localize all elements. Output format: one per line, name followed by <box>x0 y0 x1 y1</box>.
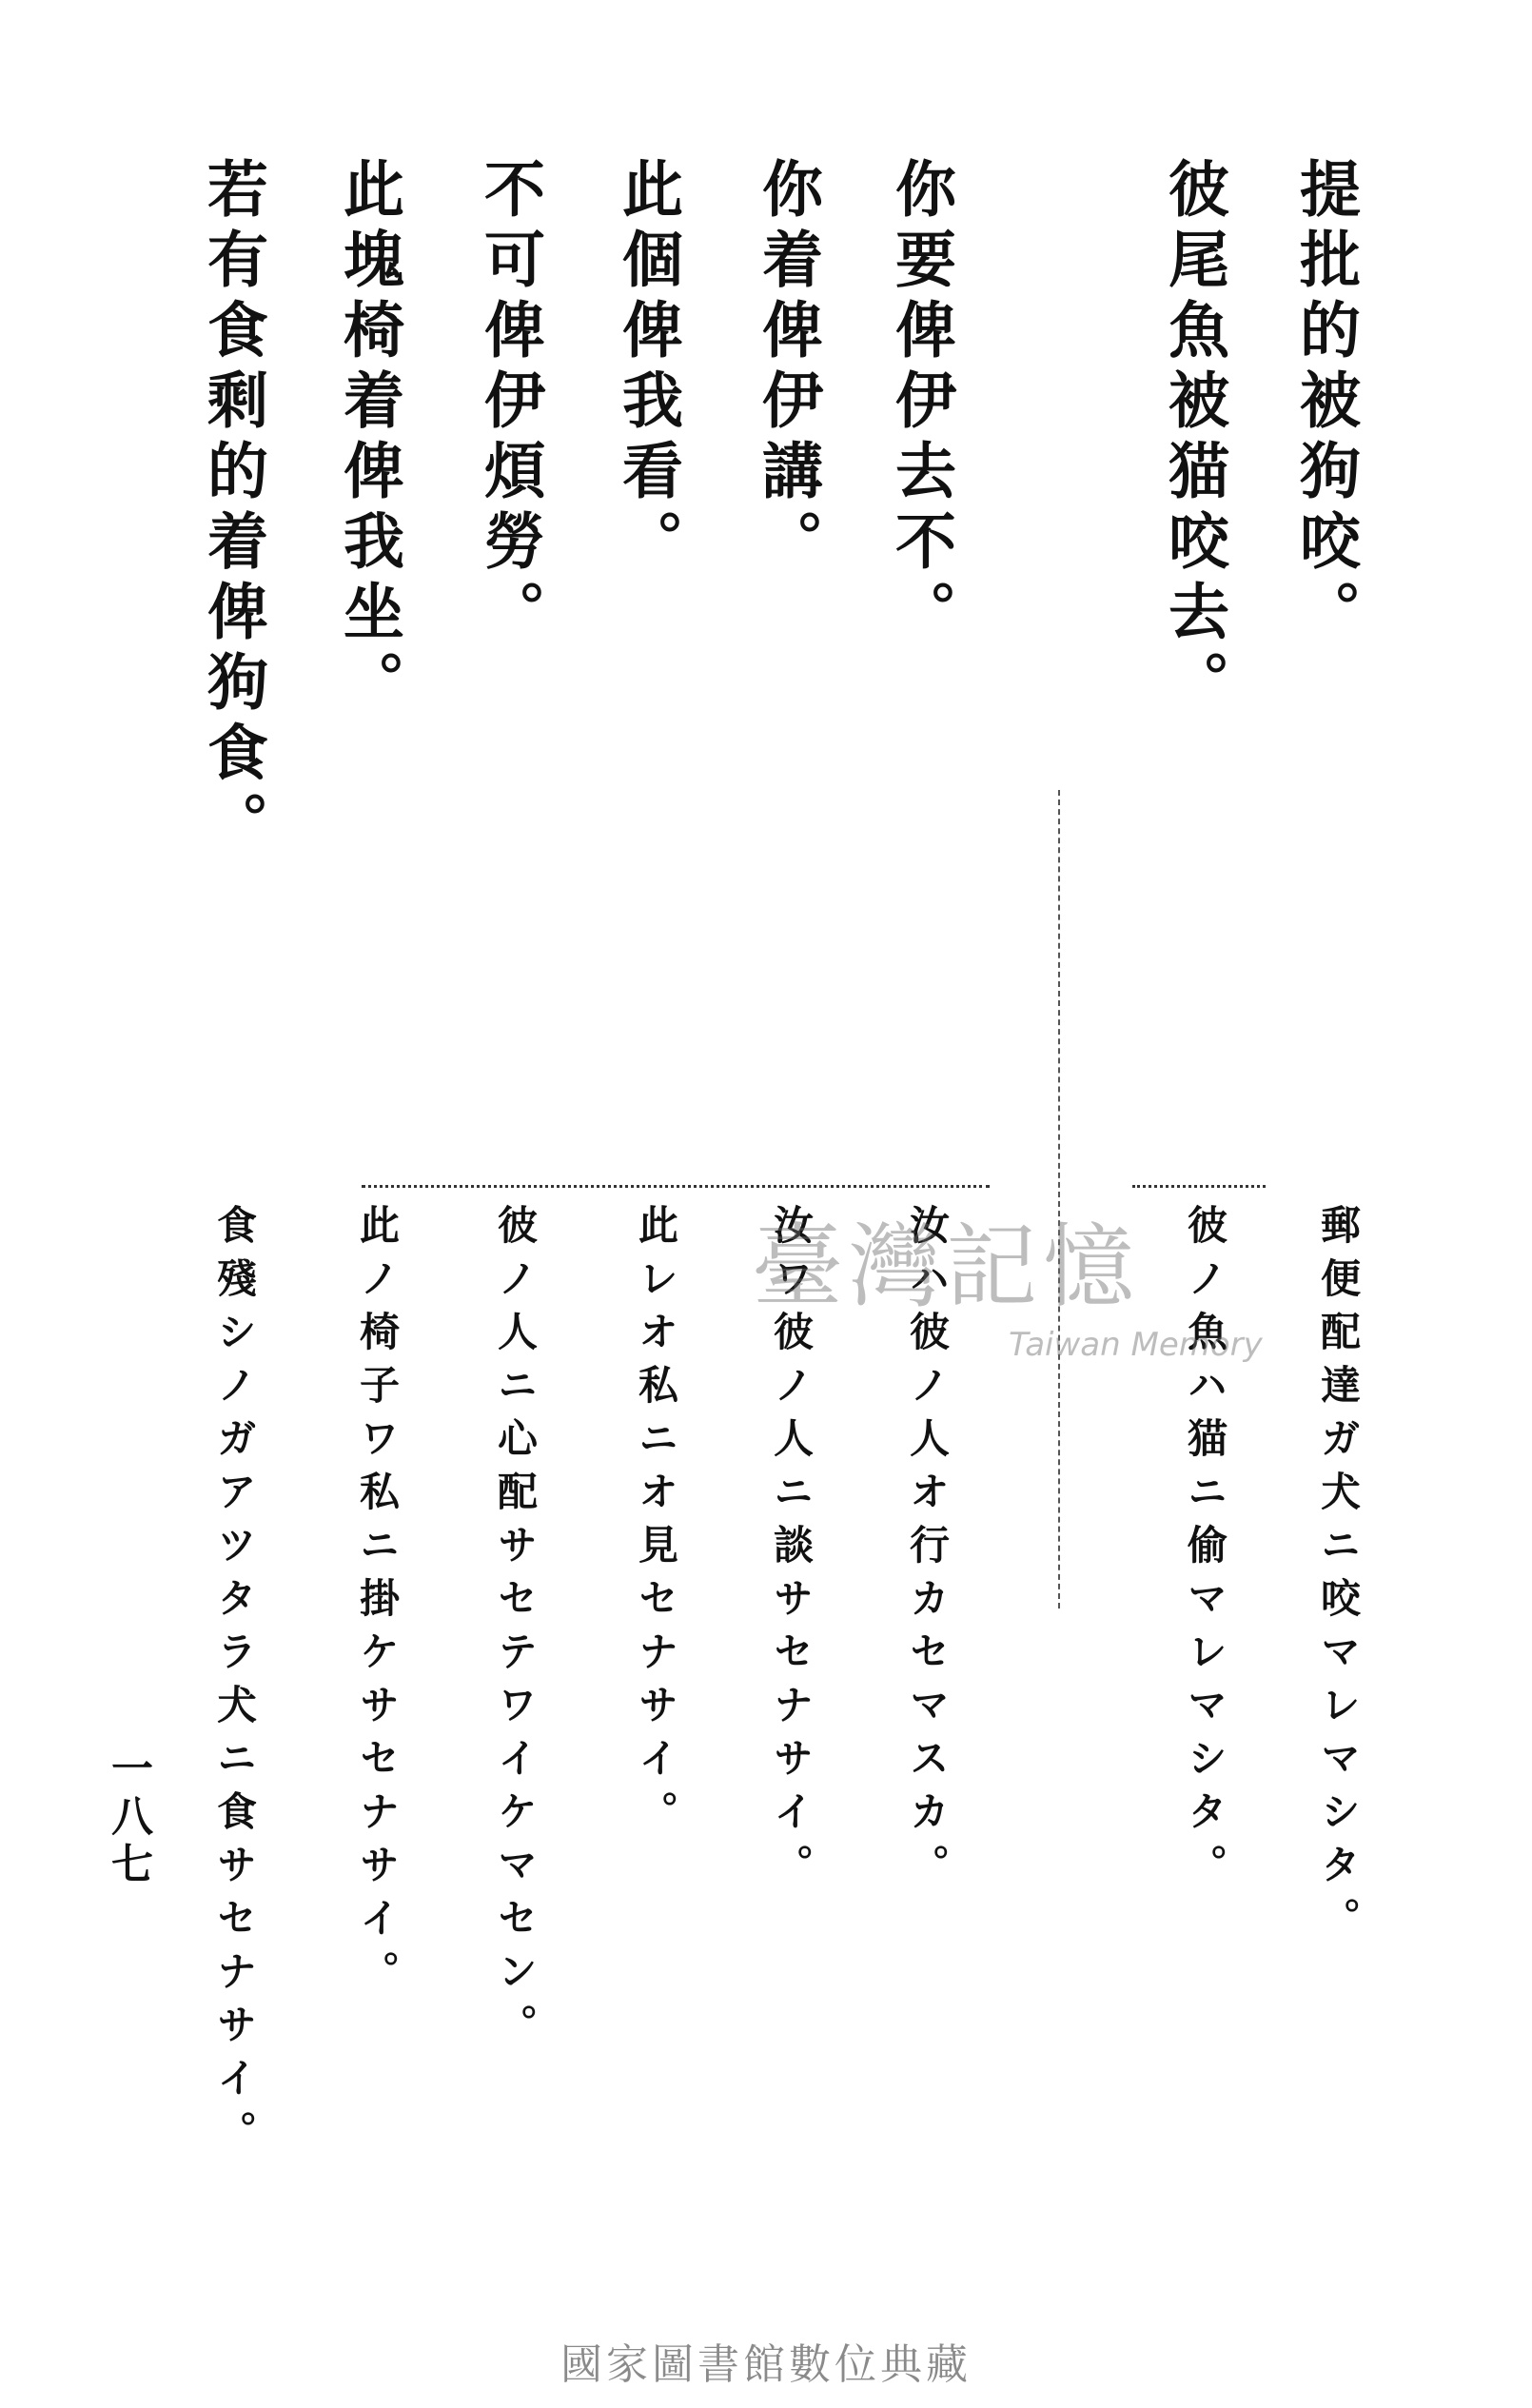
upper-sentence-6: 不可俾伊煩勞。 <box>474 157 545 650</box>
lower-translation-1: 郵便配達ガ犬ニ咬マレマシタ。 <box>1315 1204 1362 1950</box>
footer-credit: 國家圖書館數位典藏 <box>560 2340 972 2389</box>
upper-sentence-2: 彼尾魚被猫咬去。 <box>1158 157 1229 720</box>
upper-sentence-5: 此個俾我看。 <box>612 157 683 580</box>
upper-sentence-4: 你着俾伊講。 <box>752 157 823 580</box>
upper-sentence-3: 你要俾伊去不。 <box>885 157 956 650</box>
lower-translation-6: 彼ノ人ニ心配サセテワイケマセン。 <box>492 1204 539 2057</box>
page-number: 一八七 <box>104 1747 152 1889</box>
lower-translation-5: 此レオ私ニオ見セナサイ。 <box>633 1204 679 1844</box>
watermark-subtitle: Taiwan Memory <box>1009 1326 1263 1364</box>
upper-sentence-8: 若有食剩的着俾狗食。 <box>197 157 268 861</box>
watermark-title: 臺灣記憶 <box>752 1214 1140 1320</box>
vertical-divider <box>1058 790 1060 1609</box>
divider-left <box>362 1185 990 1188</box>
lower-translation-7: 此ノ椅子ワ私ニ掛ケサセナサイ。 <box>354 1204 401 2003</box>
lower-translation-2: 彼ノ魚ハ猫ニ偷マレマシタ。 <box>1182 1204 1228 1897</box>
lower-translation-4: 汝ワ彼ノ人ニ談サセナサイ。 <box>768 1204 815 1897</box>
lower-translation-8: 食殘シノガアツタラ犬ニ食サセナサイ。 <box>211 1204 258 2163</box>
divider-right <box>1132 1185 1266 1188</box>
upper-sentence-1: 提批的被狗咬。 <box>1289 157 1361 650</box>
lower-translation-3: 汝ハ彼ノ人オ行カセマスカ。 <box>904 1204 951 1897</box>
upper-sentence-7: 此塊椅着俾我坐。 <box>333 157 404 720</box>
